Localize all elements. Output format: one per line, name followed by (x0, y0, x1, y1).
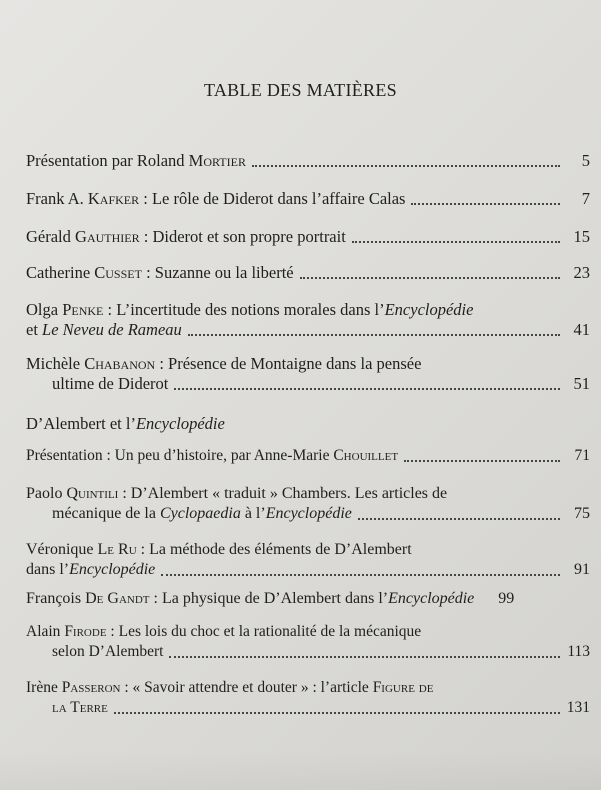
toc-entry (26, 484, 590, 524)
toc-entry (26, 300, 590, 340)
toc-entry (26, 354, 590, 394)
leader-dots (169, 654, 560, 658)
entry-text-line2: ultime de Diderot (52, 374, 169, 393)
page-number: 23 (573, 263, 590, 282)
entry-text-line2: la Terre (52, 699, 108, 716)
entry-text-line1: Michèle Chabanon : Présence de Montaigne dans la pensée (26, 354, 422, 373)
page-number: 91 (574, 561, 590, 578)
entry-text-line1: Paolo Quintili : D’Alembert « traduit » Chambers. Les articles de (26, 485, 448, 502)
entry-text: Catherine Cusset : Suzanne ou la liberté (26, 263, 294, 282)
page-number: 51 (573, 374, 590, 393)
toc-entry (26, 227, 590, 247)
leader-dots (174, 386, 560, 390)
entry-text-line2: dans l’Encyclopédie (26, 561, 156, 578)
page-number: 71 (574, 447, 590, 464)
entry-text-line1: Irène Passeron : « Savoir attendre et douter » : l’article Figure de (26, 679, 434, 696)
page-shadow (0, 750, 601, 790)
page-title: TABLE DES MATIÈRES (204, 80, 397, 100)
page-number: 5 (581, 151, 590, 170)
leader-dots (358, 516, 560, 520)
leader-dots (161, 572, 560, 576)
entry-text-line1: Olga Penke : L’incertitude des notions morales dans l’Encyclopédie (26, 300, 474, 319)
toc-entry (26, 189, 590, 209)
page-number: 99 (498, 590, 515, 607)
toc-entry (26, 446, 590, 466)
page-number: 131 (566, 699, 590, 716)
toc-entry (26, 589, 590, 609)
entry-text: Présentation : Un peu d’histoire, par Anne-Marie Chouillet (26, 447, 399, 464)
entry-text: Gérald Gauthier : Diderot et son propre portrait (26, 227, 346, 246)
page-number: 75 (574, 505, 590, 522)
page-number: 7 (581, 189, 590, 208)
section-heading: D’Alembert et l’Encyclopédie (26, 414, 225, 433)
entry-text-line2: mécanique de la Cyclopaedia à l’Encyclopédie (52, 505, 352, 522)
entry-text: Présentation par Roland Mortier (26, 151, 246, 170)
entry-text: Frank A. Kafker : Le rôle de Diderot dans l’affaire Calas (26, 189, 406, 208)
entry-text-line1: Alain Firode : Les lois du choc et la rationalité de la mécanique (26, 623, 422, 640)
leader-dots (404, 458, 560, 462)
leader-dots (252, 163, 560, 167)
toc-entry (26, 622, 590, 662)
toc-entry (26, 678, 590, 718)
leader-dots (300, 275, 560, 279)
leader-dots (352, 239, 560, 243)
toc-entry (26, 263, 590, 283)
page-number: 113 (567, 643, 590, 660)
toc-entry (26, 151, 590, 171)
leader-dots (114, 710, 560, 714)
entry-text-line1: Véronique Le Ru : La méthode des éléments de D’Alembert (26, 541, 412, 558)
leader-dots (188, 332, 560, 336)
entry-text-line2: et Le Neveu de Rameau (26, 320, 182, 339)
entry-text: François De Gandt : La physique de D’Alembert dans l’Encyclopédie (26, 590, 475, 607)
page-number: 15 (573, 227, 590, 246)
page-number: 41 (573, 320, 590, 339)
toc-entry (26, 540, 590, 580)
entry-text-line2: selon D’Alembert (52, 643, 164, 660)
leader-dots (411, 201, 560, 205)
